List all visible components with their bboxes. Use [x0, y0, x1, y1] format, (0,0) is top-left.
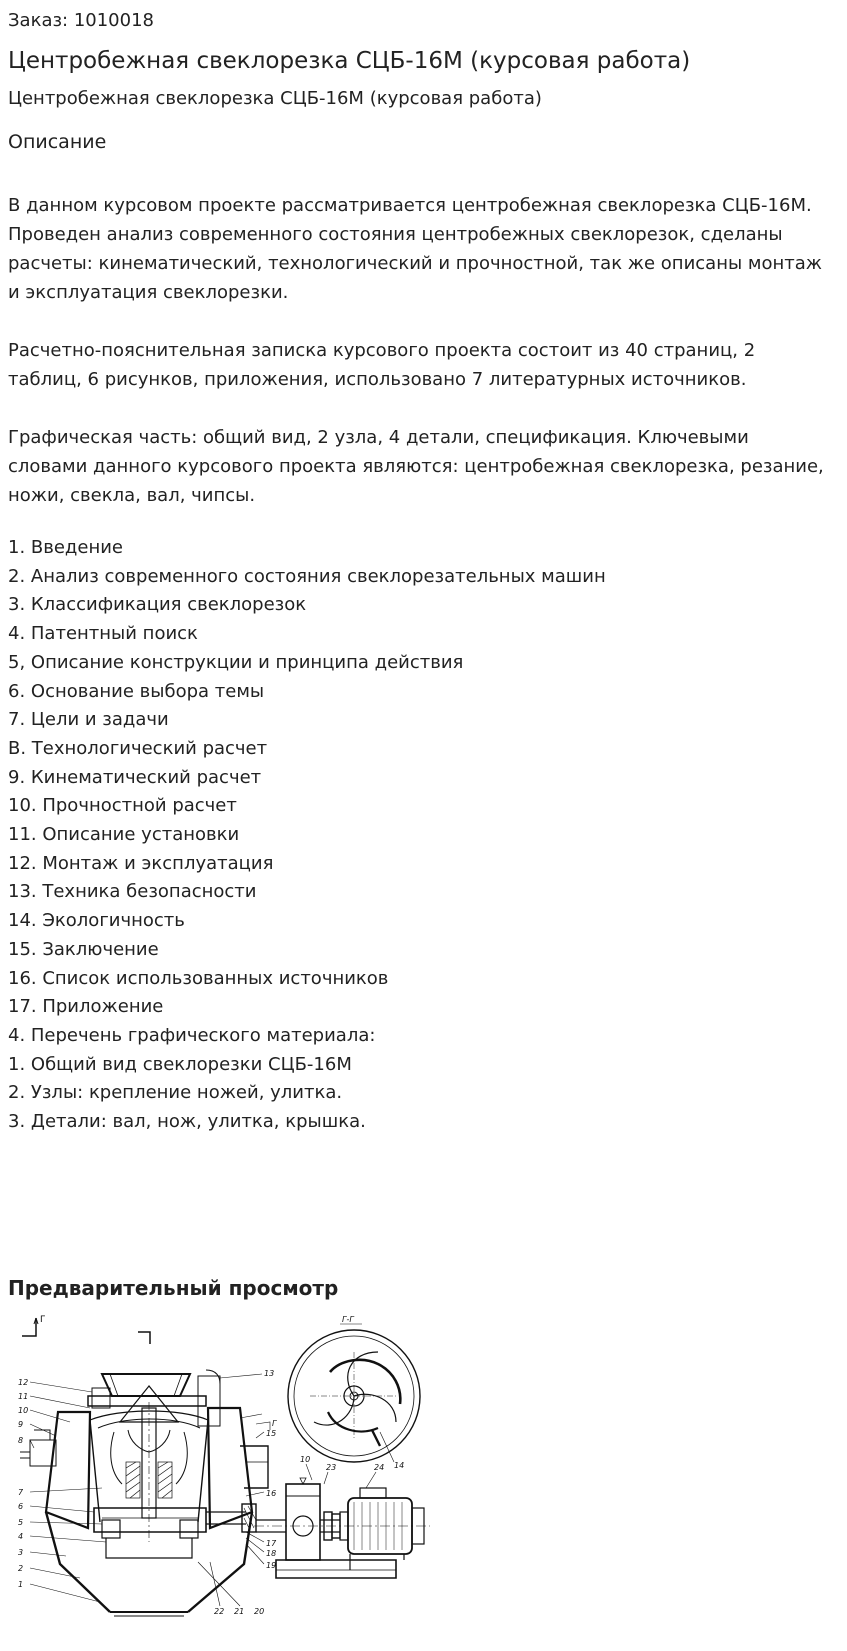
toc-item: 3. Детали: вал, нож, улитка, крышка.	[8, 1111, 366, 1133]
table-of-contents	[8, 534, 606, 1137]
svg-text:11: 11	[18, 1392, 29, 1401]
rotor-section-view	[288, 1315, 420, 1470]
svg-text:1: 1	[18, 1580, 24, 1589]
toc-item: 9. Кинематический расчет	[8, 766, 262, 788]
svg-text:6: 6	[18, 1502, 24, 1511]
svg-text:13: 13	[264, 1369, 275, 1378]
toc-item: 14. Экологичность	[8, 910, 185, 932]
svg-text:8: 8	[18, 1436, 24, 1445]
toc-item: 1. Введение	[8, 537, 123, 558]
svg-text:2: 2	[18, 1564, 24, 1573]
toc-item: 15. Заключение	[8, 938, 159, 960]
svg-text:24: 24	[374, 1463, 385, 1472]
svg-text:21: 21	[234, 1607, 245, 1616]
toc-item: 4. Патентный поиск	[8, 623, 198, 645]
page-title: Центробежная свеклорезка СЦБ-16М (курсовая работа)	[8, 48, 691, 74]
toc-item: 1. Общий вид свеклорезки СЦБ-16М	[8, 1053, 352, 1075]
svg-text:22: 22	[214, 1607, 225, 1616]
svg-text:20: 20	[254, 1607, 265, 1616]
svg-text:Г: Г	[40, 1315, 46, 1325]
preview-heading: Предварительный просмотр	[8, 1276, 339, 1300]
toc-item: 2. Анализ современного состояния свеклорезательных машин	[8, 565, 606, 587]
svg-text:15: 15	[266, 1429, 277, 1438]
page-subtitle: Центробежная свеклорезка СЦБ-16М (курсовая работа)	[8, 88, 542, 109]
toc-item: 7. Цели и задачи	[8, 709, 169, 731]
svg-text:10: 10	[300, 1455, 311, 1464]
toc-item: 6. Основание выбора темы	[8, 680, 265, 702]
toc-item: 13. Техника безопасности	[8, 881, 257, 903]
section-mark	[22, 1315, 150, 1344]
order-number: Заказ: 1010018	[8, 10, 154, 31]
svg-text:9: 9	[18, 1420, 24, 1429]
toc-item: 12. Монтаж и эксплуатация	[8, 852, 274, 874]
svg-text:10: 10	[18, 1406, 29, 1415]
toc-item: 2. Узлы: крепление ножей, улитка.	[8, 1082, 343, 1104]
svg-text:3: 3	[18, 1548, 24, 1557]
svg-text:23: 23	[326, 1463, 337, 1472]
toc-item: 16. Список использованных источников	[8, 967, 389, 989]
toc-item: 3. Классификация свеклорезок	[8, 594, 307, 616]
svg-text:14: 14	[394, 1461, 405, 1470]
toc-item: 10. Прочностной расчет	[8, 795, 237, 817]
svg-text:18: 18	[266, 1549, 277, 1558]
description-paragraph: Графическая часть: общий вид, 2 узла, 4 детали, спецификация. Ключевыми словами данного курсового проекта являются: центробежная свеклорезка, резание, ножи, свекла, вал, чипсы.	[8, 427, 824, 506]
toc-item: 5, Описание конструкции и принципа действия	[8, 651, 464, 673]
svg-text:16: 16	[266, 1489, 277, 1498]
svg-text:4: 4	[18, 1532, 24, 1541]
technical-drawing-preview	[10, 1312, 436, 1634]
machine-section-view	[20, 1370, 268, 1616]
description-paragraph: В данном курсовом проекте рассматривается центробежная свеклорезка СЦБ-16М. Проведен анализ современного состояния центробежных свеклорезок, сделаны расчеты: кинематический, технологический и прочностной, так же описаны монтаж и эксплуатация свеклорезки.	[8, 195, 822, 303]
toc-item: 11. Описание установки	[8, 824, 240, 846]
svg-text:Г-Г: Г-Г	[342, 1315, 354, 1324]
toc-item: В. Технологический расчет	[8, 737, 268, 759]
svg-text:19: 19	[266, 1561, 277, 1570]
svg-text:12: 12	[18, 1378, 29, 1387]
svg-text:7: 7	[18, 1488, 24, 1497]
toc-item: 4. Перечень графического материала:	[8, 1024, 376, 1046]
svg-text:5: 5	[18, 1518, 24, 1527]
description-paragraph: Расчетно-пояснительная записка курсового проекта состоит из 40 страниц, 2 таблиц, 6 рисунков, приложения, использовано 7 литературных источников.	[8, 340, 756, 390]
drive-assembly-view	[254, 1455, 430, 1578]
toc-item: 17. Приложение	[8, 996, 164, 1018]
svg-text:17: 17	[266, 1539, 277, 1548]
description-heading: Описание	[8, 131, 107, 153]
svg-text:Г: Г	[272, 1419, 277, 1428]
